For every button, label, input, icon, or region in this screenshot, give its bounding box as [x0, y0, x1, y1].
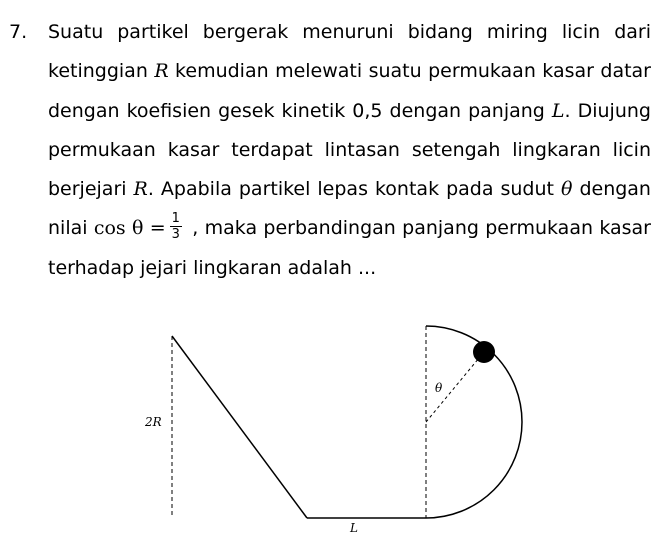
variable-theta: θ: [560, 178, 573, 201]
height-label: 2R: [145, 415, 162, 429]
cos-theta-expression: cos θ =: [93, 217, 166, 240]
particle: [473, 341, 495, 363]
variable-l: L: [551, 99, 565, 122]
variable-r-radius: R: [133, 178, 148, 201]
length-label: L: [350, 521, 358, 535]
question-text-part-1: Suatu partikel bergerak menuruni bidang miring licin dari ketinggian: [48, 21, 651, 83]
angle-label: θ: [435, 381, 443, 395]
question-text-part-3: . Diujung permukaan kasar terdapat lintasan setengah lingkaran licin berjejari: [48, 99, 651, 201]
inclined-plane: [172, 336, 307, 518]
question-text-part-2: kemudian melewati suatu permukaan kasar datar dengan koefisien gesek kinetik 0,5 dengan panjang: [48, 60, 651, 122]
fraction-numerator: 1: [171, 211, 180, 227]
fraction-denominator: 3: [171, 227, 180, 243]
variable-r: R: [154, 60, 169, 83]
question-text-part-6: , maka perbandingan panjang permukaan kasar terhadap jejari lingkaran adalah ...: [48, 217, 651, 279]
question-text-part-5: dengan nilai: [48, 178, 651, 240]
question-text-part-4: . Apabila partikel lepas kontak pada sudut: [147, 178, 561, 201]
question-number: 7.: [9, 21, 28, 43]
